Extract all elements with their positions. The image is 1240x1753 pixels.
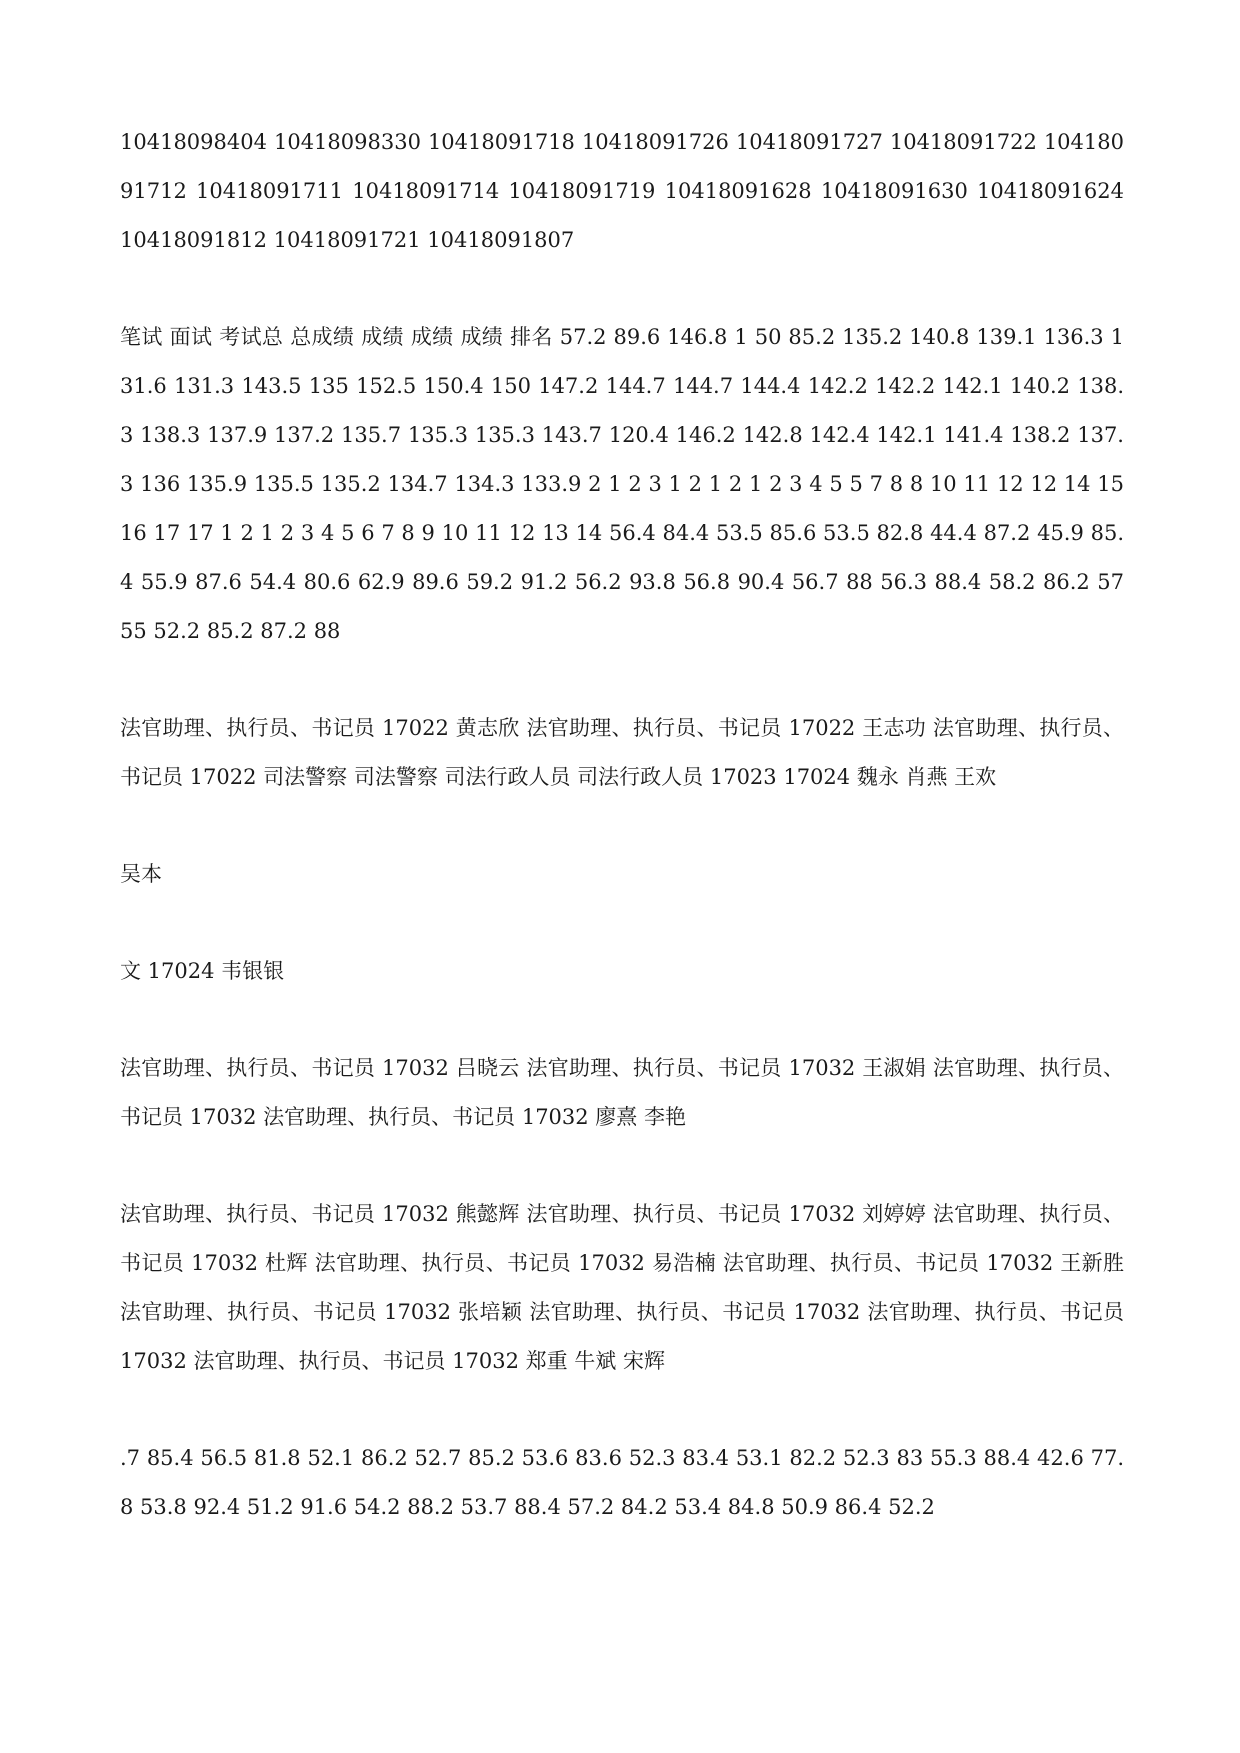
paragraph-scores-continued: .7 85.4 56.5 81.8 52.1 86.2 52.7 85.2 53.6 83.6 52.3 83.4 53.1 82.2 52.3 83 55.3 88.4 42.6 77.8 53.8 92.4 51.2 91.6 54.2 88.2 53.7 88.4 57.2 84.2 53.4 84.8 50.9 86.4 52.2 — [120, 1446, 1124, 1519]
paragraph-positions-17032-a: 法官助理、执行员、书记员 17032 吕晓云 法官助理、执行员、书记员 17032 王淑娟 法官助理、执行员、书记员 17032 法官助理、执行员、书记员 17032 廖熹 李艳 — [120, 1056, 1124, 1129]
paragraph-17024: 文 17024 韦银银 — [120, 959, 285, 983]
paragraph-positions-17032-b: 法官助理、执行员、书记员 17032 熊懿辉 法官助理、执行员、书记员 17032 刘婷婷 法官助理、执行员、书记员 17032 杜辉 法官助理、执行员、书记员 17032 易浩楠 法官助理、执行员、书记员 17032 王新胜 法官助理、执行员、书记员 17032 张培颖 法官助理、执行员、书记员 17032 法官助理、执行员、书记员 17032 法官助理、执行员、书记员 17032 郑重 牛斌 宋辉 — [120, 1202, 1124, 1373]
paragraph-scores: 笔试 面试 考试总 总成绩 成绩 成绩 成绩 排名 57.2 89.6 146.8 1 50 85.2 135.2 140.8 139.1 136.3 131.6 131.3 143.5 135 152.5 150.4 150 147.2 144.7 144.7 144.4 142.2 142.2 142.1 140.2 138.3 138.3 137.9 137.2 135.7 135.3 135.3 143.7 120.4 146.2 142.8 142.4 142.1 141.4 138.2 137.3 136 135.9 135.5 135.2 134.7 134.3 133.9 2 1 2 3 1 2 1 2 1 2 3 4 5 5 7 8 8 10 11 12 12 14 15 16 17 17 1 2 1 2 3 4 5 6 7 8 9 10 11 12 13 14 56.4 84.4 53.5 85.6 53.5 82.8 44.4 87.2 45.9 85.4 55.9 87.6 54.4 80.6 62.9 89.6 59.2 91.2 56.2 93.8 56.8 90.4 56.7 88 56.3 88.4 58.2 86.2 57 55 52.2 85.2 87.2 88 — [120, 325, 1124, 643]
paragraph-positions-17022: 法官助理、执行员、书记员 17022 黄志欣 法官助理、执行员、书记员 17022 王志功 法官助理、执行员、书记员 17022 司法警察 司法警察 司法行政人员 司法行政人员 17023 17024 魏永 肖燕 王欢 — [120, 716, 1124, 789]
paragraph-name-fragment: 吴本 — [120, 862, 162, 886]
document-page — [120, 118, 1124, 1580]
paragraph-exam-ids: 10418098404 10418098330 10418091718 10418091726 10418091727 10418091722 10418091712 10418091711 10418091714 10418091719 10418091628 10418091630 10418091624 10418091812 10418091721 10418091807 — [120, 130, 1124, 252]
